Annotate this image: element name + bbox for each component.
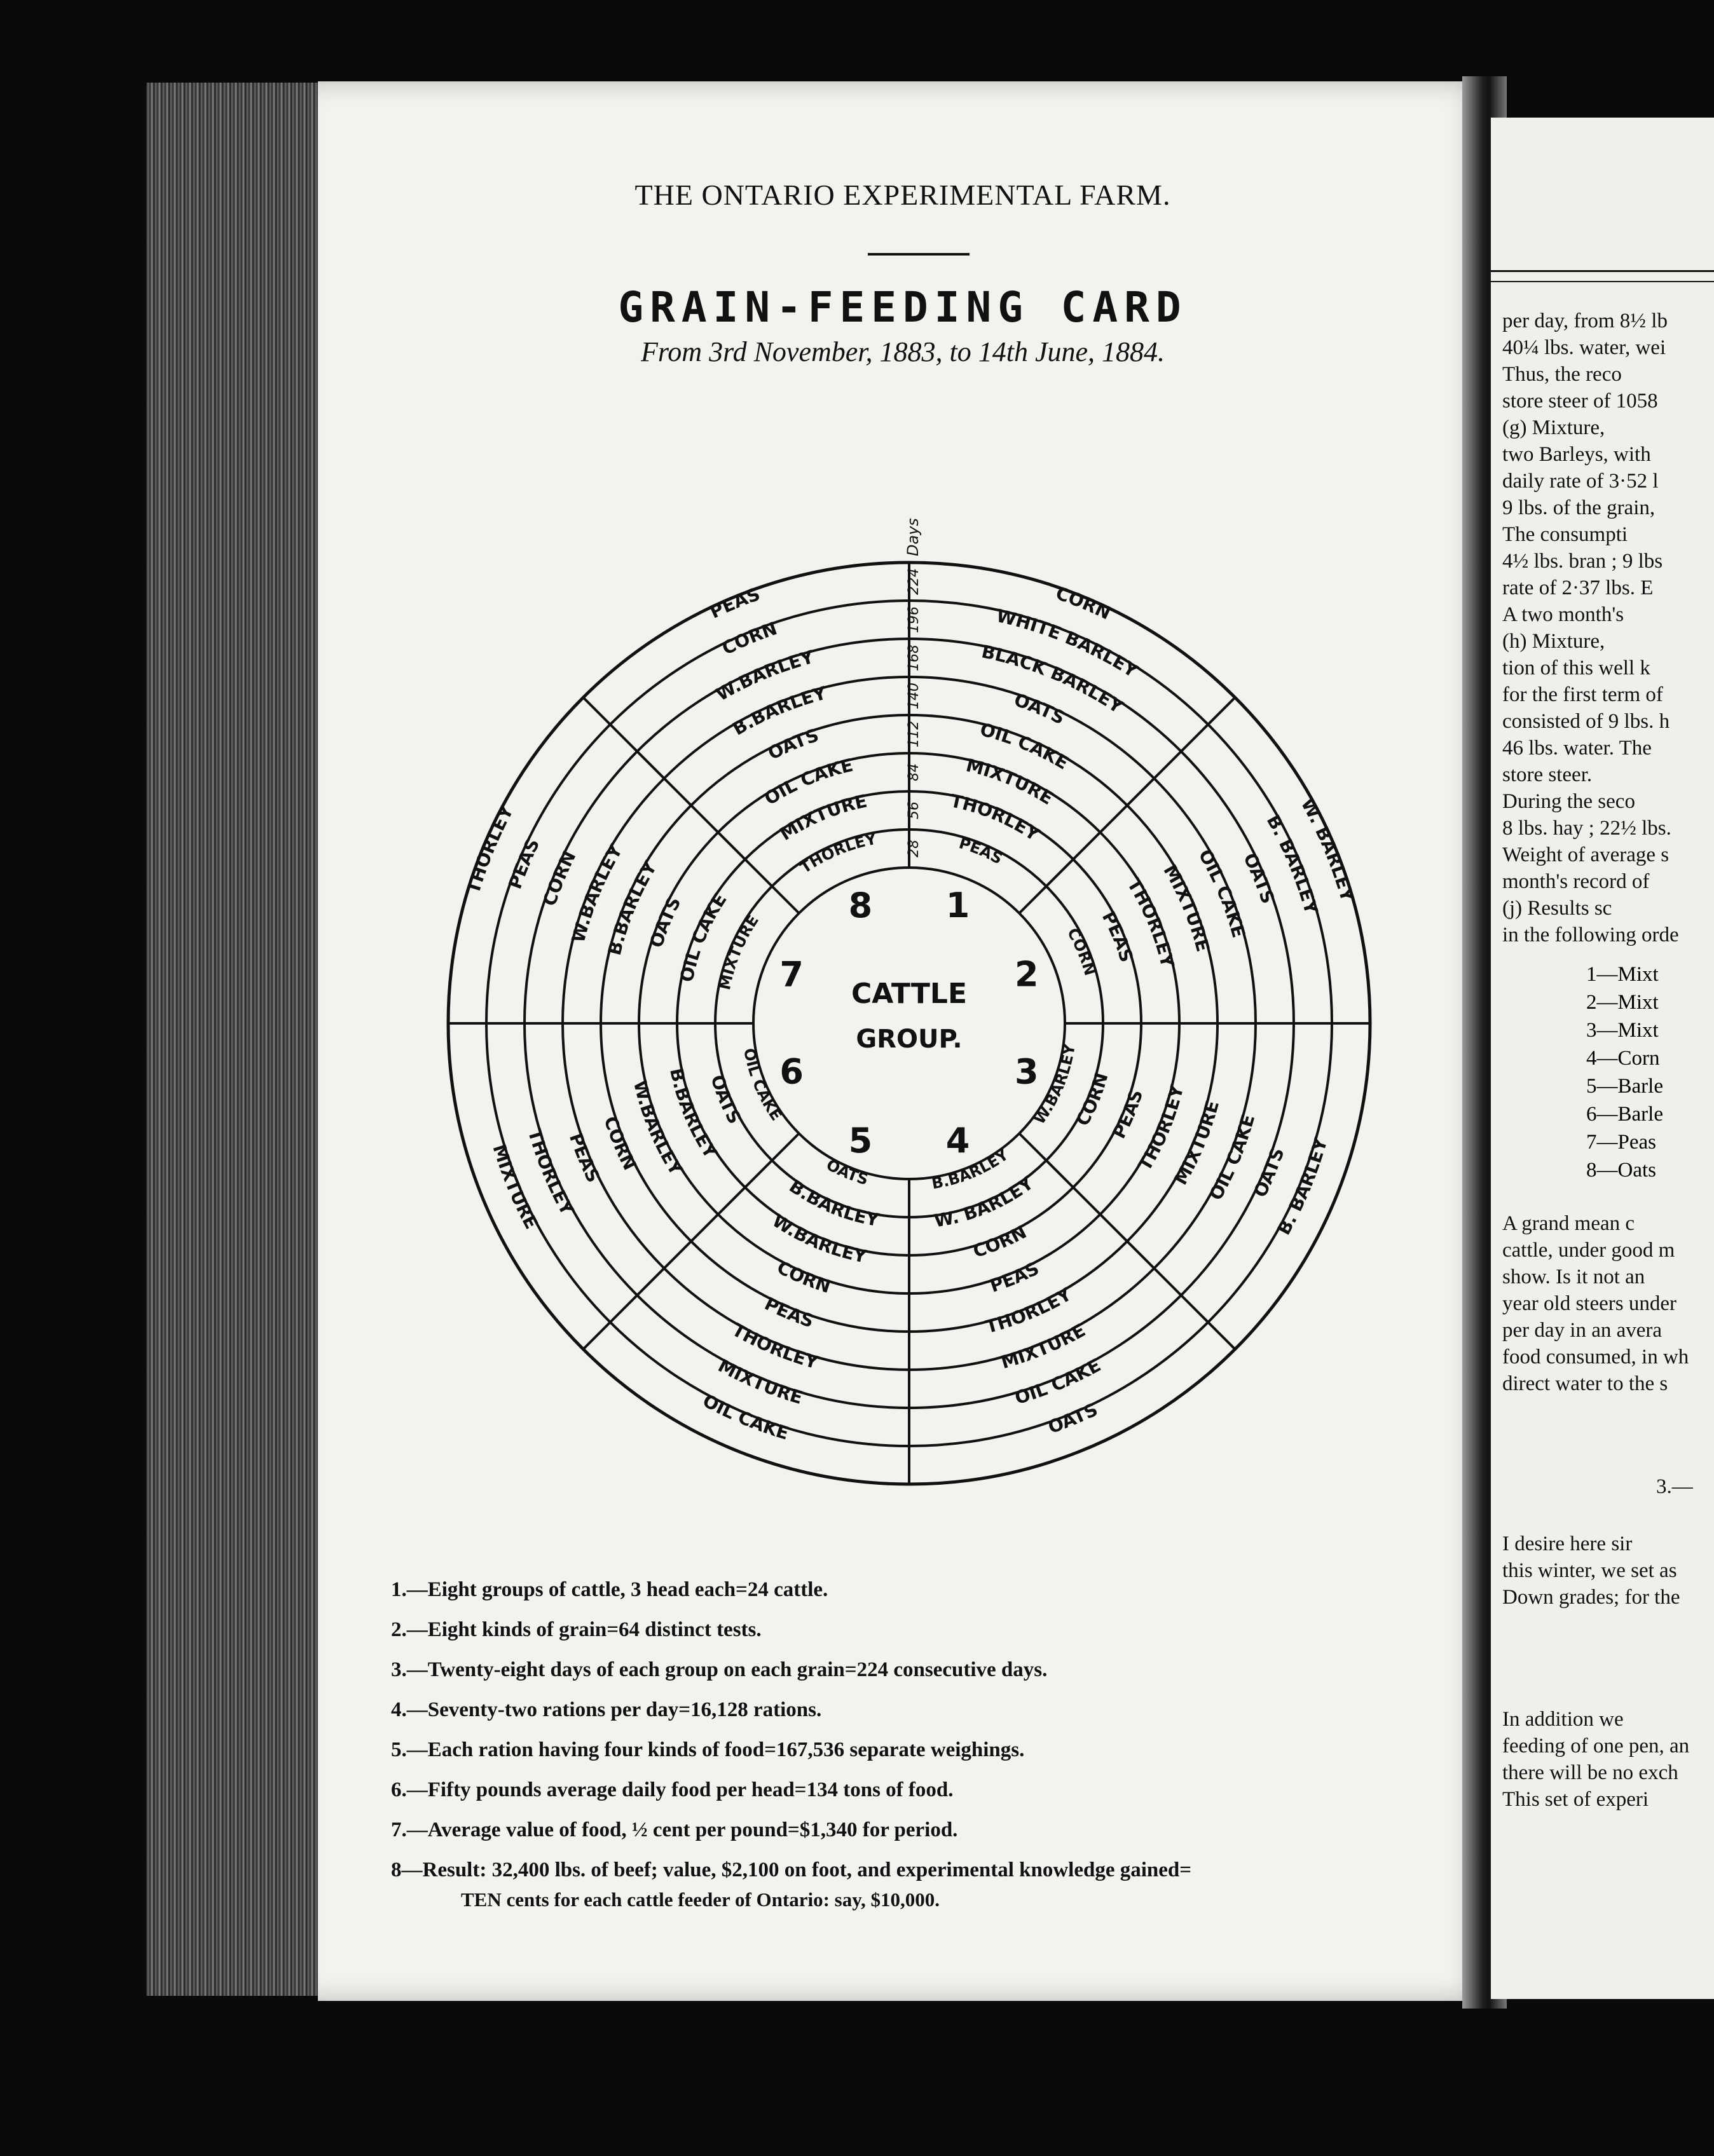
sector-8-ring-8-label: PEAS <box>706 583 763 623</box>
sector-3-ring-1-label: W.BARLEY <box>1030 1042 1079 1128</box>
notes-list <box>391 1570 1472 1913</box>
right-line2-1: cattle, under good m <box>1502 1239 1675 1262</box>
right-line-8: The consumpti <box>1502 523 1628 546</box>
right-line-17: store steer. <box>1502 763 1593 786</box>
right-line-16: 46 lbs. water. The <box>1502 737 1652 760</box>
feeding-wheel-diagram <box>445 489 1373 1506</box>
sector-6-ring-3-label: B.BARLEY <box>666 1066 722 1163</box>
day-mark-196: 196 <box>906 606 922 633</box>
sector-8-ring-7-label: CORN <box>718 617 780 660</box>
right-line-21: month's record of <box>1502 870 1650 893</box>
sector-7-ring-6-label: CORN <box>538 847 580 909</box>
day-mark-112: 112 <box>906 721 922 747</box>
sector-3-ring-6-label: OIL CAKE <box>1205 1112 1259 1204</box>
sector-3-ring-5-label: MIXTURE <box>1170 1098 1224 1189</box>
right-list-0: 1—Mixt <box>1586 963 1659 986</box>
sector-4-ring-2-label: W. BARLEY <box>932 1172 1038 1232</box>
right-line4-0: In addition we <box>1502 1708 1624 1731</box>
sector-7-ring-3-label: OATS <box>645 893 685 950</box>
day-mark-168: 168 <box>906 645 922 671</box>
sector-7-ring-1-label: MIXTURE <box>715 911 762 992</box>
sector-6-ring-7-label: THORLEY <box>523 1126 578 1219</box>
right-line3-0: I desire here sir <box>1502 1532 1633 1555</box>
right-line-0: per day, from 8½ lb <box>1502 310 1668 332</box>
right-line-4: (g) Mixture, <box>1502 416 1605 439</box>
sector-1-ring-6-label: BLACK BARLEY <box>979 641 1127 718</box>
right-line-9: 4½ lbs. bran ; 9 lbs <box>1502 550 1663 573</box>
sector-6-ring-4-label: W.BARLEY <box>629 1078 687 1179</box>
group-number-4: 4 <box>945 1120 970 1161</box>
right-list-7: 8—Oats <box>1586 1159 1656 1182</box>
right-line-10: rate of 2·37 lbs. E <box>1502 577 1654 599</box>
center-label-group: GROUP. <box>856 1025 963 1054</box>
sector-5-ring-5-label: PEAS <box>761 1293 817 1332</box>
sector-1-ring-4-label: OIL CAKE <box>978 718 1073 774</box>
right-line-22: (j) Results sc <box>1502 897 1612 920</box>
right-section-heading: 3.— <box>1656 1475 1693 1498</box>
sector-8-ring-1-label: THORLEY <box>797 829 879 877</box>
note-4: 4.—Seventy-two rations per day=16,128 rations. <box>391 1698 822 1721</box>
right-line-15: consisted of 9 lbs. h <box>1502 710 1670 733</box>
sector-3-ring-8-label: B. BARLEY <box>1273 1135 1332 1239</box>
day-mark-224: 224 <box>906 568 922 595</box>
right-line4-3: This set of experi <box>1502 1788 1649 1811</box>
sector-7-ring-8-label: THORLEY <box>462 802 518 896</box>
sector-1-ring-2-label: THORLEY <box>948 790 1043 845</box>
header-rule <box>868 253 970 256</box>
right-line-2: Thus, the reco <box>1502 363 1622 386</box>
sector-4-ring-8-label: OATS <box>1045 1398 1101 1438</box>
sector-3-ring-4-label: THORLEY <box>1134 1082 1188 1175</box>
right-line-1: 40¼ lbs. water, wei <box>1502 336 1666 359</box>
center-label-cattle: CATTLE <box>851 978 968 1010</box>
day-mark-140: 140 <box>906 683 922 709</box>
sector-6-ring-2-label: OATS <box>706 1072 746 1128</box>
sector-8-ring-5-label: B.BARLEY <box>729 682 829 740</box>
right-line-13: tion of this well k <box>1502 657 1650 679</box>
right-line3-2: Down grades; for the <box>1502 1586 1680 1609</box>
group-number-8: 8 <box>848 885 873 926</box>
right-list-4: 5—Barle <box>1586 1075 1663 1098</box>
sector-7-ring-5-label: W.BARLEY <box>567 841 627 945</box>
right-line-12: (h) Mixture, <box>1502 630 1605 653</box>
right-list-5: 6—Barle <box>1586 1103 1663 1126</box>
sector-2-ring-2-label: PEAS <box>1097 908 1137 965</box>
sector-2-ring-3-label: THORLEY <box>1123 875 1179 970</box>
right-line-3: store steer of 1058 <box>1502 390 1658 413</box>
sector-4-ring-4-label: PEAS <box>987 1257 1043 1297</box>
right-line2-2: show. Is it not an <box>1502 1266 1645 1288</box>
right-line-7: 9 lbs. of the grain, <box>1502 496 1656 519</box>
sector-3-ring-2-label: CORN <box>1071 1070 1113 1130</box>
sector-3-ring-3-label: PEAS <box>1108 1087 1148 1142</box>
sector-6-ring-1-label: OIL CAKE <box>740 1046 786 1124</box>
sector-8-ring-3-label: OIL CAKE <box>760 754 855 810</box>
right-line2-6: direct water to the s <box>1502 1372 1668 1395</box>
spoke-7 <box>583 697 799 913</box>
sector-4-ring-1-label: B.BARLEY <box>930 1145 1012 1193</box>
group-number-2: 2 <box>1014 954 1039 995</box>
note-8-continued: TEN cents for each cattle feeder of Ontario: say, $10,000. <box>461 1888 940 1911</box>
right-line-23: in the following orde <box>1502 924 1679 946</box>
sector-2-ring-1-label: CORN <box>1064 925 1099 978</box>
day-scale-label: Days <box>904 518 922 556</box>
sector-8-ring-6-label: W.BARLEY <box>712 646 816 706</box>
right-line2-5: food consumed, in wh <box>1502 1346 1689 1368</box>
right-line4-1: feeding of one pen, an <box>1502 1735 1690 1757</box>
spoke-1 <box>1019 697 1235 913</box>
sector-4-ring-7-label: OIL CAKE <box>1012 1354 1104 1409</box>
sector-3-ring-7-label: OATS <box>1249 1145 1289 1201</box>
group-number-6: 6 <box>779 1051 804 1092</box>
sector-8-ring-2-label: MIXTURE <box>776 790 869 845</box>
sector-7-ring-4-label: B.BARLEY <box>603 857 661 958</box>
note-6: 6.—Fifty pounds average daily food per head=134 tons of food. <box>391 1778 954 1801</box>
right-line4-2: there will be no exch <box>1502 1761 1678 1784</box>
sector-2-ring-6-label: OATS <box>1239 849 1279 907</box>
right-list-1: 2—Mixt <box>1586 991 1659 1014</box>
sector-5-ring-8-label: OIL CAKE <box>699 1389 792 1444</box>
right-line2-0: A grand mean c <box>1502 1212 1635 1235</box>
sector-4-ring-6-label: MIXTURE <box>998 1320 1089 1374</box>
right-line-14: for the first term of <box>1502 683 1663 706</box>
sector-5-ring-4-label: CORN <box>773 1257 833 1298</box>
right-line-19: 8 lbs. hay ; 22½ lbs. <box>1502 817 1671 840</box>
sector-1-ring-1-label: PEAS <box>957 834 1006 868</box>
note-7: 7.—Average value of food, ½ cent per pound=$1,340 for period. <box>391 1818 958 1841</box>
right-header-rule <box>1491 270 1714 282</box>
day-mark-28: 28 <box>906 840 922 857</box>
group-number-5: 5 <box>848 1120 873 1161</box>
group-number-3: 3 <box>1014 1051 1039 1092</box>
sector-1-ring-5-label: OATS <box>1011 689 1069 729</box>
day-mark-84: 84 <box>906 763 922 781</box>
page-header: THE ONTARIO EXPERIMENTAL FARM. <box>634 179 1171 211</box>
ring-0 <box>753 868 1065 1179</box>
sector-5-ring-6-label: THORLEY <box>729 1319 821 1374</box>
right-list-3: 4—Corn <box>1586 1047 1660 1070</box>
note-8: 8—Result: 32,400 lbs. of beef; value, $2,100 on foot, and experimental knowledge gained= <box>391 1859 1192 1881</box>
spoke-5 <box>583 1133 799 1349</box>
right-line-5: two Barleys, with <box>1502 443 1651 466</box>
right-page <box>1491 118 1714 1999</box>
sector-6-ring-6-label: PEAS <box>565 1130 605 1186</box>
sector-2-ring-4-label: MIXTURE <box>1159 861 1214 954</box>
note-3: 3.—Twenty-eight days of each group on each grain=224 consecutive days. <box>391 1658 1048 1681</box>
card-subtitle: From 3rd November, 1883, to 14th June, 1884. <box>640 336 1165 367</box>
card-title: GRAIN-FEEDING CARD <box>618 283 1188 332</box>
right-line2-3: year old steers under <box>1502 1292 1676 1315</box>
right-list-6: 7—Peas <box>1586 1131 1656 1154</box>
sector-5-ring-2-label: B.BARLEY <box>785 1175 881 1231</box>
right-line-6: daily rate of 3·52 l <box>1502 470 1659 493</box>
spoke-3 <box>1019 1133 1235 1349</box>
sector-8-ring-4-label: OATS <box>764 724 821 765</box>
sector-7-ring-2-label: OIL CAKE <box>676 889 731 985</box>
note-5: 5.—Each ration having four kinds of food=167,536 separate weighings. <box>391 1738 1025 1761</box>
right-line-18: During the seco <box>1502 790 1635 813</box>
sector-7-ring-7-label: PEAS <box>504 835 544 892</box>
sector-4-ring-5-label: THORLEY <box>983 1283 1075 1338</box>
right-line3-1: this winter, we set as <box>1502 1559 1677 1582</box>
sector-2-ring-8-label: W. BARLEY <box>1296 795 1359 904</box>
sector-1-ring-8-label: CORN <box>1053 582 1114 624</box>
sector-4-ring-3-label: CORN <box>970 1221 1031 1262</box>
day-mark-56: 56 <box>906 802 922 819</box>
group-number-1: 1 <box>945 885 970 926</box>
sector-2-ring-7-label: B. BARLEY <box>1262 811 1322 917</box>
right-line2-4: per day in an avera <box>1502 1319 1663 1342</box>
note-2: 2.—Eight kinds of grain=64 distinct tests. <box>391 1618 762 1641</box>
sector-5-ring-3-label: W.BARLEY <box>768 1210 868 1267</box>
right-list-2: 3—Mixt <box>1586 1019 1659 1042</box>
right-line-20: Weight of average s <box>1502 843 1669 866</box>
book-page-edges <box>146 83 337 1996</box>
sector-6-ring-8-label: MIXTURE <box>488 1142 542 1232</box>
sector-5-ring-7-label: MIXTURE <box>715 1354 806 1409</box>
sector-2-ring-5-label: OIL CAKE <box>1194 845 1250 940</box>
sector-1-ring-7-label: WHITE BARLEY <box>994 604 1142 682</box>
sector-1-ring-3-label: MIXTURE <box>964 754 1057 809</box>
group-number-7: 7 <box>779 954 804 995</box>
sector-5-ring-1-label: OATS <box>823 1156 870 1189</box>
sector-6-ring-5-label: CORN <box>600 1114 641 1174</box>
right-line-11: A two month's <box>1502 603 1624 626</box>
note-1: 1.—Eight groups of cattle, 3 head each=24 cattle. <box>391 1578 828 1601</box>
